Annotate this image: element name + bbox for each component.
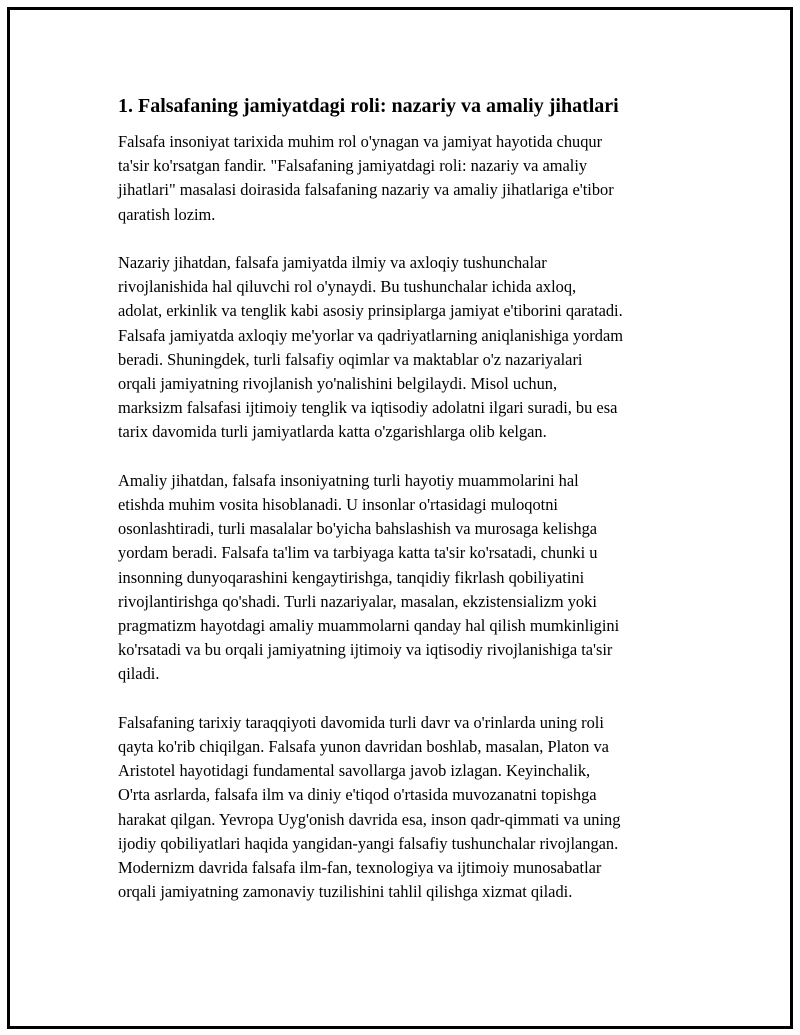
text-line: ta'sir ko'rsatgan fandir. "Falsafaning jamiyatdagi roli: nazariy va amaliy xyxy=(118,156,588,176)
text-line: jihatlari" masalasi doirasida falsafaning nazariy va amaliy jihatlariga e'tibor xyxy=(118,180,614,200)
text-line: yordam beradi. Falsafa ta'lim va tarbiyaga katta ta'sir ko'rsatadi, chunki u xyxy=(118,543,598,563)
text-line: ijodiy qobiliyatlari haqida yangidan-yangi falsafiy tushunchalar rivojlangan. xyxy=(118,833,619,853)
text-line: Falsafa insoniyat tarixida muhim rol o'ynagan va jamiyat hayotida chuqur xyxy=(118,132,603,151)
paragraph-historical xyxy=(118,711,698,905)
paragraph-practical xyxy=(118,469,698,687)
text-line: tarix davomida turli jamiyatlarda katta o'zgarishlarga olib kelgan. xyxy=(118,422,547,442)
text-line: rivojlantirishga qo'shadi. Turli nazariyalar, masalan, ekzistensializm yoki xyxy=(118,591,597,611)
text-line: pragmatizm hayotdagi amaliy muammolarni qanday hal qilish mumkinligini xyxy=(118,616,620,636)
text-line: qaratish lozim. xyxy=(118,204,216,224)
document-body xyxy=(118,92,698,904)
text-line: etishda muhim vosita hisoblanadi. U insonlar o'rtasidagi muloqotni xyxy=(118,495,558,515)
text-line: orqali jamiyatning zamonaviy tuzilishini tahlil qilishga xizmat qiladi. xyxy=(118,882,573,902)
text-line: Aristotel hayotidagi fundamental savollarga javob izlagan. Keyinchalik, xyxy=(118,761,591,781)
text-line: Nazariy jihatdan, falsafa jamiyatda ilmiy va axloqiy tushunchalar xyxy=(118,253,547,272)
text-line: beradi. Shuningdek, turli falsafiy oqimlar va maktablar o'z nazariyalari xyxy=(118,349,583,369)
text-line: ko'rsatadi va bu orqali jamiyatning ijtimoiy va iqtisodiy rivojlanishiga ta'sir xyxy=(118,640,613,660)
text-line: osonlashtiradi, turli masalalar bo'yicha bahslashish va murosaga kelishga xyxy=(118,519,598,539)
text-line: rivojlanishida hal qiluvchi rol o'ynaydi. Bu tushunchalar ichida axloq, xyxy=(118,277,577,297)
text-line: marksizm falsafasi ijtimoiy tenglik va iqtisodiy adolatni ilgari suradi, bu esa xyxy=(118,398,618,418)
text-line: Modernizm davrida falsafa ilm-fan, texnologiya va ijtimoiy munosabatlar xyxy=(118,858,602,878)
text-line: harakat qilgan. Yevropa Uyg'onish davrida esa, inson qadr-qimmati va uning xyxy=(118,809,621,829)
section-title: 1. Falsafaning jamiyatdagi roli: nazariy va amaliy jihatlari xyxy=(118,95,619,117)
text-line: Amaliy jihatdan, falsafa insoniyatning turli hayotiy muammolarini hal xyxy=(118,470,579,490)
text-line: Falsafa jamiyatda axloqiy me'yorlar va qadriyatlarning aniqlanishiga yordam xyxy=(118,325,623,345)
text-line: qayta ko'rib chiqilgan. Falsafa yunon davridan boshlab, masalan, Platon va xyxy=(118,737,609,757)
paragraph-theoretical xyxy=(118,251,698,445)
text-line: adolat, erkinlik va tenglik kabi asosiy prinsiplarga jamiyat e'tiborini qaratadi. xyxy=(118,301,623,321)
text-line: orqali jamiyatning rivojlanish yo'nalishini belgilaydi. Misol uchun, xyxy=(118,374,558,394)
paragraph-intro xyxy=(118,130,698,227)
text-line: qiladi. xyxy=(118,664,160,684)
text-line: Falsafaning tarixiy taraqqiyoti davomida turli davr va o'rinlarda uning roli xyxy=(118,712,604,732)
text-line: O'rta asrlarda, falsafa ilm va diniy e'tiqod o'rtasida muvozanatni topishga xyxy=(118,785,597,805)
text-line: insonning dunyoqarashini kengaytirishga, tanqidiy fikrlash qobiliyatini xyxy=(118,567,585,587)
